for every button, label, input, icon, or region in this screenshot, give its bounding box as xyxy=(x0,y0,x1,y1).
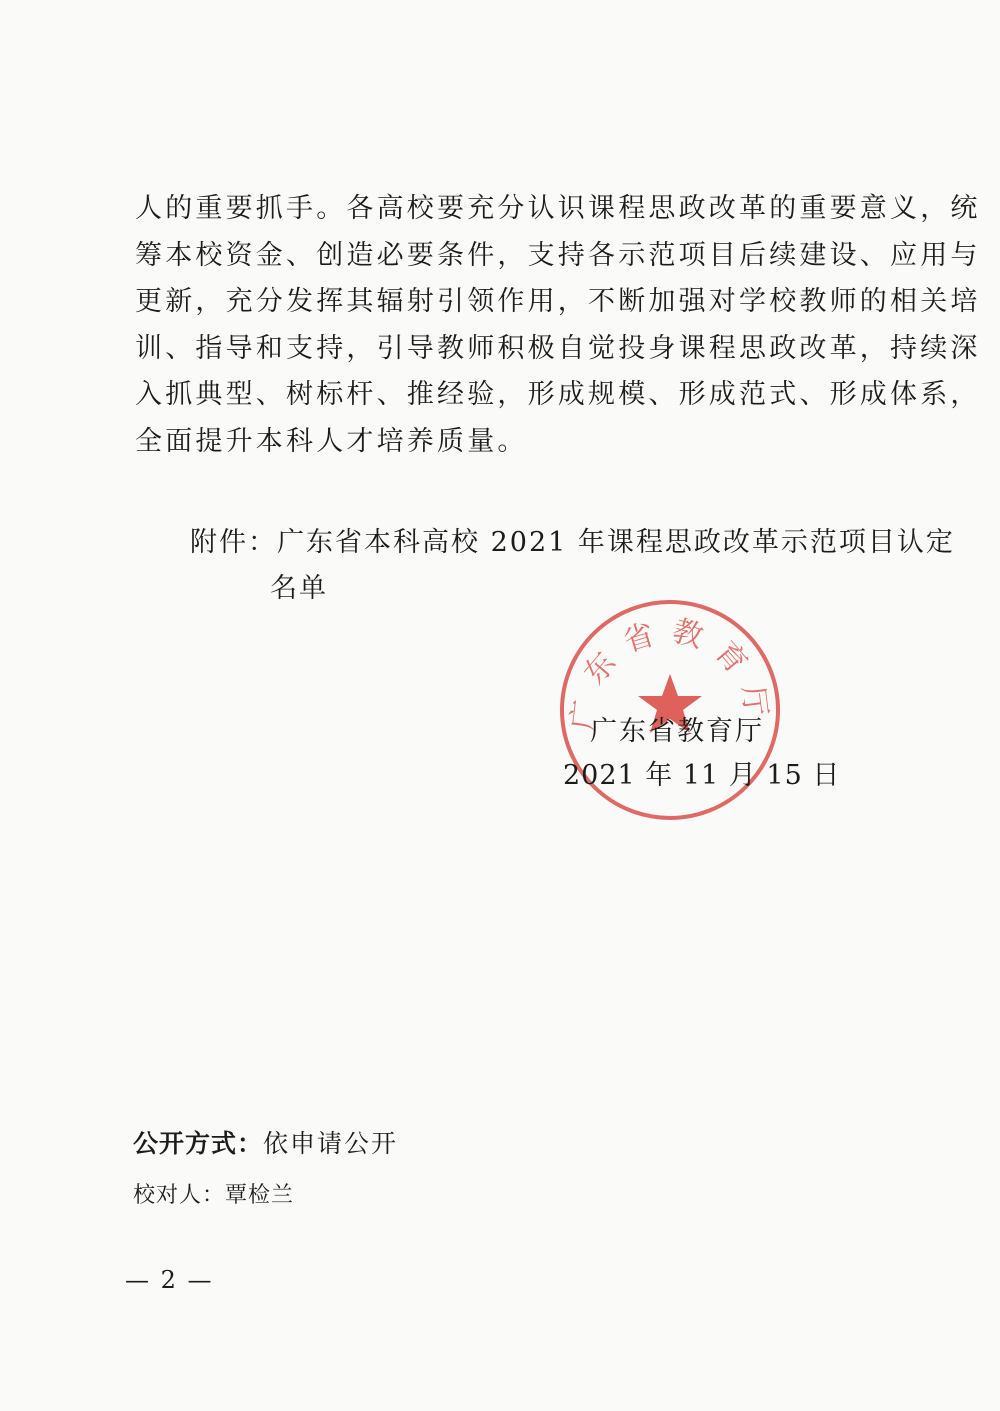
page-number: — 2 — xyxy=(125,1266,214,1294)
body-paragraph xyxy=(135,186,981,465)
signature-organization: 广东省教育厅 xyxy=(590,716,764,747)
body-line: 训、指导和支持，引导教师积极自觉投身课程思政改革，持续深 xyxy=(135,332,981,364)
body-line: 全面提升本科人才培养质量。 xyxy=(135,425,528,457)
attachment-note-continued: 名单 xyxy=(270,573,328,604)
body-line: 人的重要抓手。各高校要充分认识课程思政改革的重要意义，统 xyxy=(135,193,981,224)
seal-text: 广东省教育厅 xyxy=(565,613,775,733)
attachment-note: 附件：广东省本科高校 2021 年课程思政改革示范项目认定 xyxy=(190,527,955,558)
disclosure-label: 公开方式： xyxy=(133,1129,264,1158)
body-line: 入抓典型、树标杆、推经验，形成规模、形成范式、形成体系， xyxy=(135,379,981,410)
proofreader: 校对人：覃检兰 xyxy=(133,1183,295,1208)
body-line: 筹本校资金、创造必要条件，支持各示范项目后续建设、应用与 xyxy=(135,239,981,271)
signature-date: 2021 年 11 月 15 日 xyxy=(563,760,841,791)
disclosure-method xyxy=(133,1124,398,1164)
disclosure-value: 依申请公开 xyxy=(263,1129,399,1158)
body-line: 更新，充分发挥其辐射引领作用，不断加强对学校教师的相关培 xyxy=(135,286,981,317)
